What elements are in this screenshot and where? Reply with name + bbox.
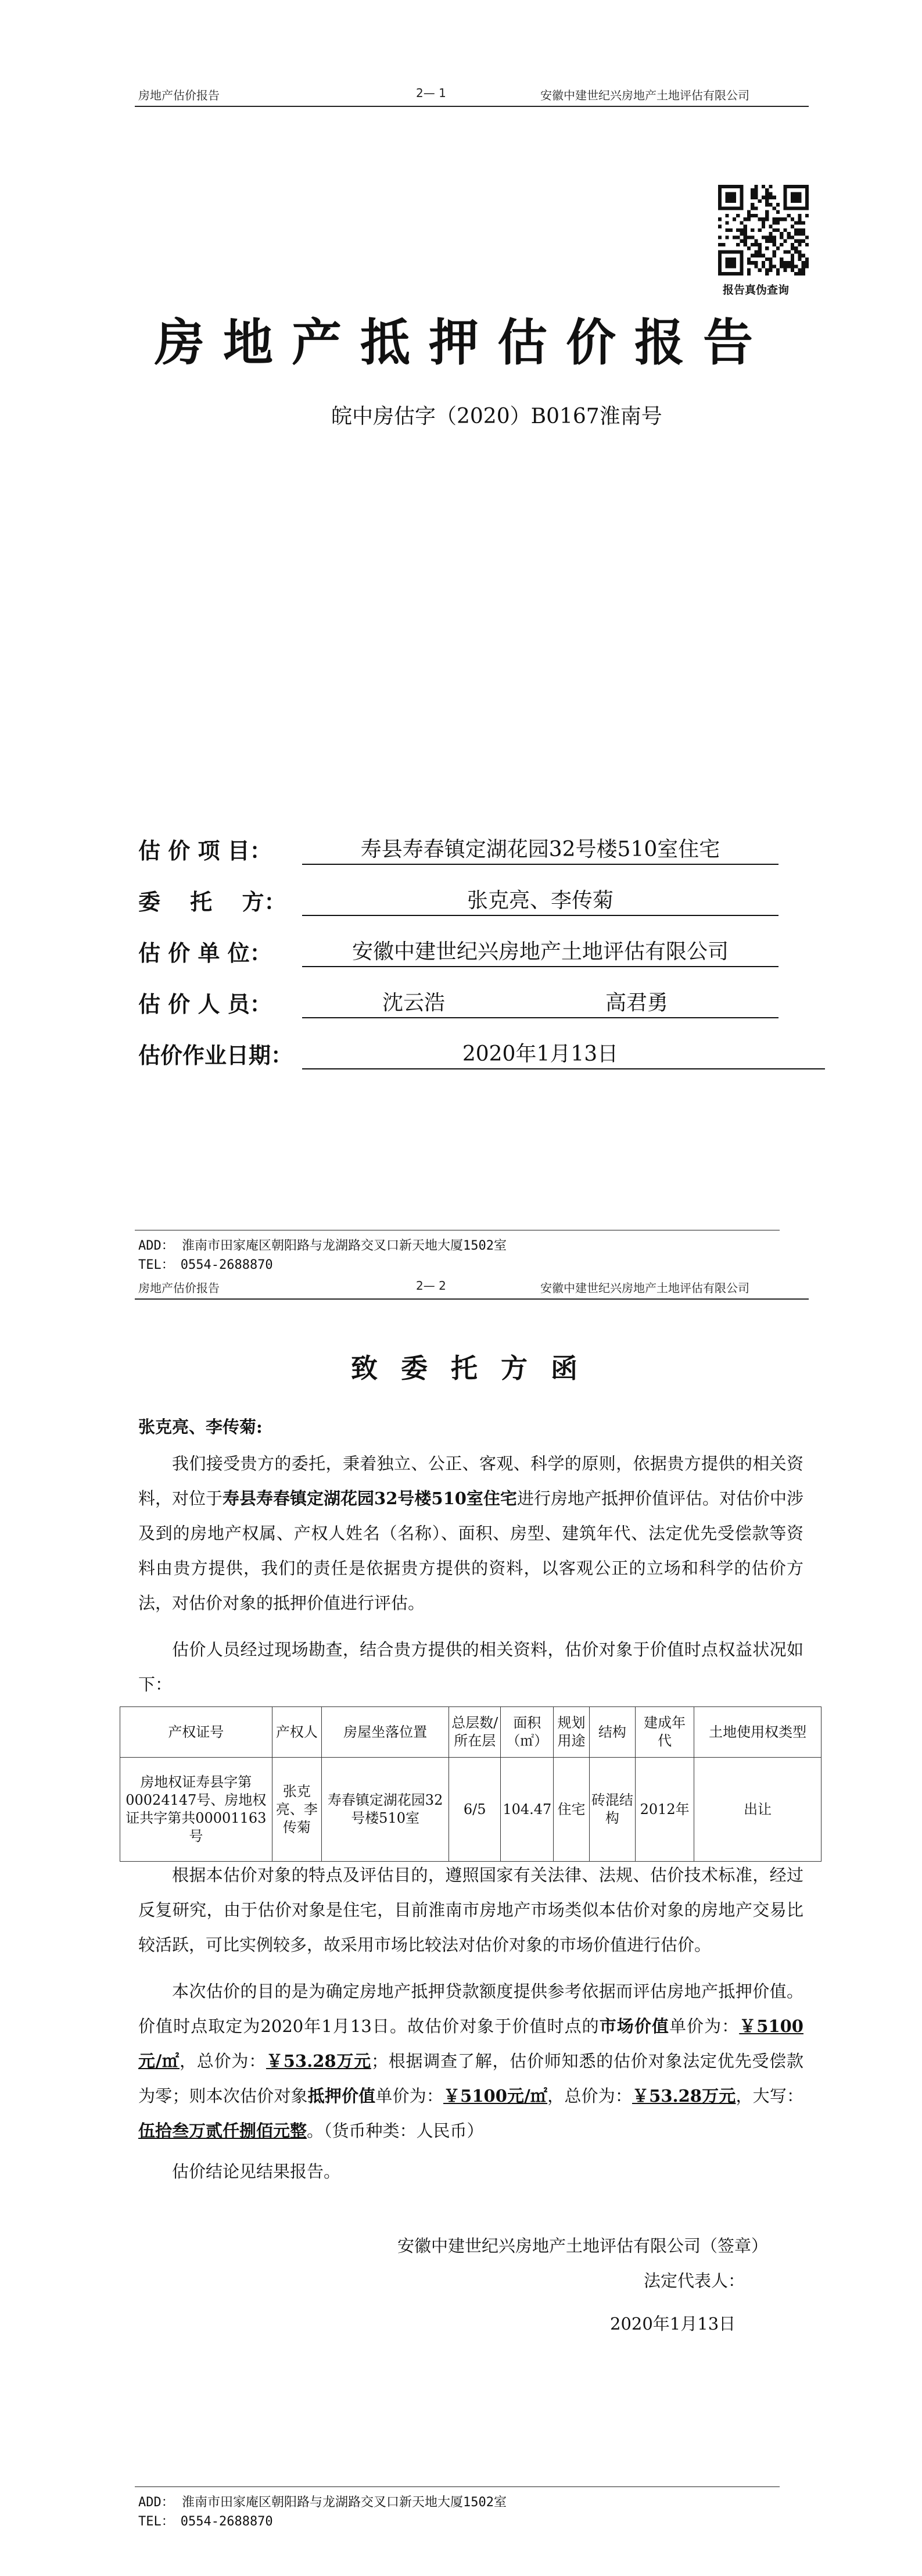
paragraph-survey: 估价人员经过现场勘查，结合贵方提供的相关资料，估价对象于价值时点权益状况如下： [138, 1640, 803, 1694]
page2-header-left: 房地产估价报告 [138, 1281, 220, 1295]
mortgage-value-label: 抵押价值 [307, 2086, 376, 2106]
table-cell-land-type: 出让 [694, 1758, 821, 1862]
intro-text: 我们接受贵方的委托，秉着独立、公正、客观、科学的原则，依据贵方提供的相关资料，对位于 [138, 1454, 803, 1508]
salutation: 张克亮、李传菊: [138, 1417, 263, 1437]
table-header-cell: 面积（㎡） [501, 1707, 554, 1758]
table-cell-owner: 张克亮、李传菊 [272, 1758, 321, 1862]
page1-header-page-number: 2— 1 [416, 86, 446, 100]
field-value-appraiser-1: 沈云浩 [382, 991, 446, 1015]
table-cell-cert-no: 房地权证寿县字第00024147号、房地权证共字第共00001163号 [120, 1758, 272, 1862]
report-title: 房地产抵押估价报告 [155, 313, 772, 372]
paragraph-valuation [138, 1974, 803, 2148]
mortgage-total-price: ￥53.28万元 [632, 2086, 736, 2106]
table-header-cell: 总层数/所在层 [449, 1707, 501, 1758]
table-header-cell: 产权证号 [120, 1707, 272, 1758]
field-underline [302, 966, 779, 967]
field-label-date: 估价作业日期： [138, 1042, 293, 1068]
table-header-cell: 结构 [589, 1707, 635, 1758]
amount-in-words: 伍拾叁万贰仟捌佰元整 [138, 2121, 307, 2141]
valuation-text: 单价为： [669, 2016, 740, 2036]
market-total-price: ￥53.28万元 [266, 2051, 371, 2071]
page1-footer-tel: TEL： 0554-2688870 [138, 1258, 273, 1272]
table-header-cell: 土地使用权类型 [694, 1707, 821, 1758]
field-label-appraisers: 估 价 人 员： [138, 991, 272, 1017]
page2-footer-tel: TEL： 0554-2688870 [138, 2514, 273, 2529]
property-address-bold: 寿县寿春镇定湖花园32号楼510室住宅 [223, 1489, 517, 1508]
page1-header-rule [135, 106, 809, 107]
mortgage-unit-price: ￥5100元/㎡ [443, 2086, 548, 2106]
page1-header-left: 房地产估价报告 [138, 88, 220, 102]
page2-header-rule [135, 1298, 809, 1300]
valuation-text: ，大写： [736, 2086, 803, 2106]
report-number: 皖中房估字（2020）B0167淮南号 [331, 405, 662, 428]
field-value-date: 2020年1月13日 [462, 1042, 619, 1066]
table-header-row [120, 1707, 821, 1758]
paragraph-conclusion: 估价结论见结果报告。 [172, 2162, 341, 2181]
company-seal-line: 安徽中建世纪兴房地产土地评估有限公司（签章） [397, 2236, 769, 2256]
field-label-client: 委 托 方： [138, 889, 286, 915]
letter-title: 致委托方函 [351, 1353, 601, 1384]
paragraph-method: 根据本估价对象的特点及评估目的，遵照国家有关法律、法规、估价技术标准，经过反复研究，由于估价对象是住宅，目前淮南市房地产市场类似本估价对象的房地产交易比较活跃，可比实例较多，故采用市场比较法对估价对象的市场价值进行估价。 [138, 1865, 803, 1955]
table-cell-floors: 6/5 [449, 1758, 501, 1862]
valuation-text: 。（货币种类：人民币） [307, 2121, 484, 2141]
valuation-text: 本次估价的目的是为确定房地产抵押贷款额度提供参考依据而评估房地产抵押价值。价值时点取定为2020年1月13日。故估价对象于价值时点的 [138, 1981, 803, 2036]
table-header-cell: 建成年代 [635, 1707, 694, 1758]
field-underline [302, 864, 779, 865]
qr-caption: 报告真伪查询 [723, 284, 790, 296]
field-value-project: 寿县寿春镇定湖花园32号楼510室住宅 [360, 838, 720, 861]
field-value-client: 张克亮、李传菊 [467, 889, 614, 913]
field-label-project: 估 价 项 目： [138, 838, 272, 864]
page2-footer-rule [135, 2486, 780, 2487]
market-unit-price: ￥5100元/㎡ [138, 2016, 803, 2071]
valuation-text: ，总价为： [179, 2051, 266, 2071]
table-row [120, 1758, 821, 1862]
field-underline [302, 915, 779, 916]
table-cell-year: 2012年 [635, 1758, 694, 1862]
field-value-appraiser-org: 安徽中建世纪兴房地产土地评估有限公司 [351, 940, 729, 964]
page1-footer-address: ADD： 淮南市田家庵区朝阳路与龙湖路交叉口新天地大厦1502室 [138, 1239, 507, 1253]
property-table [120, 1706, 821, 1862]
page1-header-right: 安徽中建世纪兴房地产土地评估有限公司 [540, 88, 749, 102]
valuation-text: ；根据调查了解，估价师知悉的估价对象法定优先受偿款为零；则本次估价对象 [138, 2051, 803, 2106]
signature-date: 2020年1月13日 [610, 2314, 736, 2334]
table-header-cell: 房屋坐落位置 [322, 1707, 449, 1758]
field-label-appraiser-org: 估 价 单 位： [138, 940, 272, 966]
legal-representative: 法定代表人： [644, 2271, 745, 2291]
field-value-appraiser-2: 高君勇 [605, 991, 669, 1015]
table-header-cell: 产权人 [272, 1707, 321, 1758]
field-underline [302, 1068, 825, 1069]
valuation-text: 单价为： [375, 2086, 444, 2106]
table-cell-structure: 砖混结构 [589, 1758, 635, 1862]
page2-header-right: 安徽中建世纪兴房地产土地评估有限公司 [540, 1281, 749, 1295]
table-header-cell: 规划用途 [554, 1707, 589, 1758]
table-cell-location: 寿春镇定湖花园32号楼510室 [322, 1758, 449, 1862]
field-underline [302, 1017, 779, 1018]
page2-footer-address: ADD： 淮南市田家庵区朝阳路与龙湖路交叉口新天地大厦1502室 [138, 2495, 507, 2510]
market-value-label: 市场价值 [599, 2016, 669, 2036]
valuation-text: ，总价为： [547, 2086, 632, 2106]
table-cell-area: 104.47 [501, 1758, 554, 1862]
paragraph-intro [138, 1446, 803, 1620]
intro-text-cont: 进行房地产抵押价值评估。对估价中涉及到的房地产权属、产权人姓名（名称）、面积、房型、建筑年代、法定优先受偿款等资料由贵方提供，我们的责任是依据贵方提供的资料，以客观公正的立场和科学的估价方法，对估价对象的抵押价值进行评估。 [138, 1489, 803, 1613]
table-cell-usage: 住宅 [554, 1758, 589, 1862]
page2-header-page-number: 2— 2 [416, 1279, 446, 1293]
qr-code-icon [718, 185, 809, 276]
